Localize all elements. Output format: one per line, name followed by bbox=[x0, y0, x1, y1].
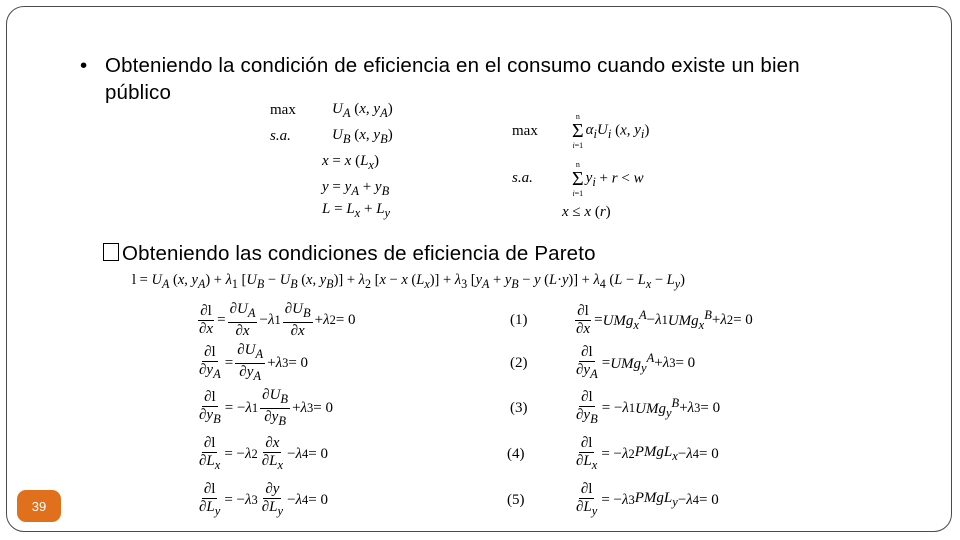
constraint-x: x = x $(L_x)$ bbox=[322, 153, 379, 172]
bullet-condiciones-pareto bbox=[103, 240, 596, 267]
constraint-y: $y = y_A + y_B$ bbox=[322, 179, 390, 198]
condition-5-right: $\frac{\partial l}{\partial L_y}$ = − λ 3 PMgL$_y$ − λ 4 = 0 bbox=[576, 480, 719, 518]
condition-5-number: (5) bbox=[507, 492, 525, 508]
condition-4-right: $\frac{\partial l}{\partial L_x}$ = − λ 2 PMgL$_x$ − λ 4 = 0 bbox=[576, 434, 719, 472]
condition-3-right: $\frac{\partial l}{\partial y_B}$ = − λ 1 UMg$_y^B$ + λ 3 = 0 bbox=[576, 388, 721, 426]
page-number-badge: 39 bbox=[17, 490, 61, 522]
lagrangian: $l = U_A$ (x, $y_A) + \lambda_1$ [$U_B - U_B$ (x, $y_B)] + \lambda_2$ [x − x $(L_x)] + \lambda_3$ [$y_A + y_B - y$ $(L\cdot y)] + \lambda_4$ $(L - L_x - L_y)$ bbox=[132, 272, 685, 291]
condition-3-number: (3) bbox=[510, 400, 528, 416]
condition-1-number: (1) bbox=[510, 312, 528, 328]
max-label-right: max bbox=[512, 123, 538, 139]
max-label-left: max bbox=[270, 102, 296, 118]
bullet-eficiencia-consumo bbox=[80, 52, 870, 106]
sa-label-left: s.a. bbox=[270, 128, 291, 144]
constraint-l: $L = L_x + L_y$ bbox=[322, 201, 391, 220]
condition-4-number: (4) bbox=[507, 446, 525, 462]
condition-1-right: $\frac{\partial l}{\partial x}$ = UMg$_x^A$ − λ 1 UMg$_x^B$ + λ 2 = 0 bbox=[576, 302, 753, 337]
condition-3-left: $\frac{\partial l}{\partial y_B}$ = − λ 1 $\frac{\partial U_B}{\partial y_B}$ + λ 3 = 0 bbox=[199, 386, 333, 428]
condition-5-left: $\frac{\partial l}{\partial L_y}$ = − λ 3 $\frac{\partial y}{\partial L_y}$ − λ 4 = 0 bbox=[199, 480, 329, 518]
constraint-xr: x ≤ x (r) bbox=[562, 204, 611, 220]
bullet-text-pareto: Obteniendo las condiciones de eficiencia de Pareto bbox=[122, 242, 596, 265]
constraint-budget: n Σ i=1 $y_i + r < w$ bbox=[572, 160, 644, 198]
objective-right: n Σ i=1 $\alpha_iU_i$ (x, $y_i$) bbox=[572, 112, 650, 150]
condition-2-right: $\frac{\partial l}{\partial y_A}$ = UMg$_y^A$ + λ 3 = 0 bbox=[576, 343, 696, 381]
condition-1-left: $\frac{\partial l}{\partial x}$ = $\frac{\partial U_A}{\partial x}$ − λ 1 $\frac{\partial U_B}{\partial x}$ + λ 2 = 0 bbox=[199, 300, 356, 339]
bullet-text: Obteniendo la condición de eficiencia en el consumo cuando existe un bien público bbox=[105, 54, 800, 104]
bullet-dot: • bbox=[80, 54, 88, 77]
condition-2-left: $\frac{\partial l}{\partial y_A}$ = $\frac{\partial U_A}{\partial y_A}$ + λ 3 = 0 bbox=[199, 341, 309, 383]
sa-label-right: s.a. bbox=[512, 170, 533, 186]
constraint-ub: $U_B$ (x, $y_B$) bbox=[332, 127, 393, 146]
condition-2-number: (2) bbox=[510, 355, 528, 371]
objective-left: $U_A$ (x, $y_A$) bbox=[332, 101, 393, 120]
checkbox-bullet-icon bbox=[103, 243, 119, 261]
condition-4-left: $\frac{\partial l}{\partial L_x}$ = − λ 2 $\frac{\partial x}{\partial L_x}$ − λ 4 = 0 bbox=[199, 434, 329, 472]
